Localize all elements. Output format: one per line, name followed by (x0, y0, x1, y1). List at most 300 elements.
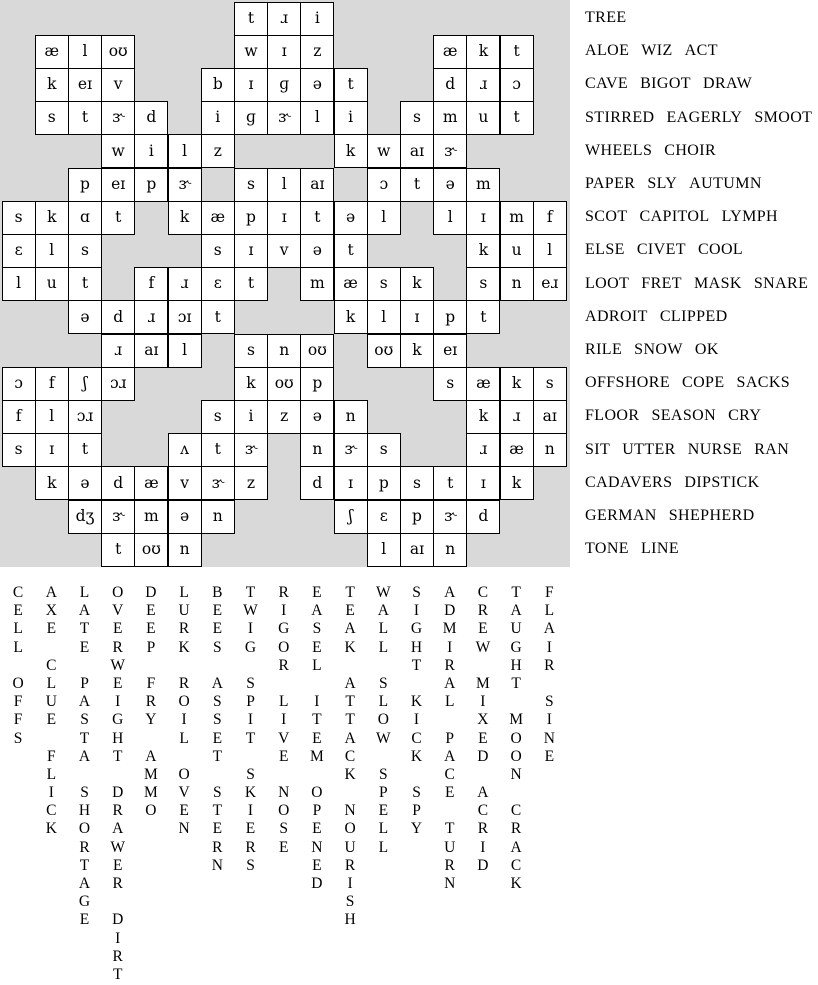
grid-cell: z (201, 134, 235, 168)
down-letter: V (178, 784, 190, 802)
down-words-column (499, 584, 533, 893)
across-word: GERMAN (585, 507, 657, 525)
down-words-column (167, 584, 201, 839)
down-letter: H (112, 729, 124, 747)
grid-cell: l (267, 168, 301, 202)
down-words-column (532, 584, 566, 766)
down-letter: P (445, 729, 454, 747)
down-letter: R (477, 602, 489, 620)
across-word: DIPSTICK (684, 473, 760, 491)
grid-cell: ɝ (201, 466, 235, 500)
grid-cell: ɪ (234, 234, 268, 268)
grid-cell: k (466, 400, 500, 434)
down-letter: G (78, 893, 91, 911)
grid-cell: eɹ (533, 267, 567, 301)
down-letter: C (510, 802, 522, 820)
down-letter: G (112, 711, 124, 729)
down-letter: K (510, 875, 522, 892)
down-letter: I (281, 602, 287, 620)
down-letter: L (278, 693, 289, 711)
grid-cell: ɹ (267, 2, 301, 36)
across-word: TREE (585, 9, 627, 27)
grid-cell: v (267, 234, 301, 268)
grid-cell: eɪ (101, 168, 135, 202)
grid-cell: m (134, 500, 168, 534)
grid-cell: k (400, 267, 434, 301)
grid-cell: n (201, 500, 235, 534)
down-letter: F (13, 711, 23, 729)
down-word-gap (134, 730, 168, 748)
down-letter: N (278, 784, 290, 802)
down-letter: O (178, 765, 190, 783)
grid-cell: d (101, 466, 135, 500)
down-letter: W (375, 729, 391, 747)
down-words-column (267, 584, 301, 857)
down-letter: L (378, 838, 389, 856)
grid-cell: k (500, 367, 534, 401)
down-letter: L (544, 602, 555, 620)
grid-cell: æ (201, 201, 235, 235)
down-letter: E (79, 911, 90, 929)
down-letter: I (546, 711, 552, 729)
down-letter: A (311, 602, 323, 620)
across-word: CHOIR (664, 141, 717, 159)
down-letter: E (146, 602, 156, 620)
down-letter: I (546, 638, 552, 656)
down-letter: H (344, 911, 356, 929)
down-letter: O (278, 638, 290, 656)
down-word-gap (1, 657, 35, 675)
grid-cell: d (433, 68, 467, 102)
down-letter: T (345, 693, 355, 711)
down-words-column (1, 584, 35, 748)
down-letter: I (480, 838, 486, 856)
grid-cell: oʊ (101, 35, 135, 69)
down-letter: K (410, 747, 423, 765)
down-letter: A (444, 584, 456, 601)
down-letter: K (45, 820, 57, 838)
down-word-gap (433, 711, 467, 729)
grid-cell: z (234, 466, 268, 500)
grid-cell: ɡ (234, 101, 268, 135)
down-letter: I (413, 711, 420, 729)
down-letter: D (145, 584, 157, 601)
down-word-gap (101, 893, 135, 911)
across-word: RAN (754, 440, 790, 458)
down-letter: O (178, 693, 190, 711)
grid-cell: s (2, 433, 36, 467)
down-word-gap (234, 748, 268, 766)
down-letter: E (278, 747, 289, 765)
grid-cell: oʊ (300, 334, 334, 368)
across-word: UTTER (622, 440, 676, 458)
down-letter: A (444, 674, 456, 692)
grid-cell: k (334, 134, 368, 168)
grid-cell: d (466, 500, 500, 534)
down-letter: D (444, 602, 456, 620)
down-letter: L (378, 820, 389, 838)
down-letter: R (112, 875, 123, 892)
down-letter: P (80, 674, 89, 692)
grid-cell: s (201, 400, 235, 434)
down-letter: A (112, 820, 124, 838)
down-letter: L (378, 620, 389, 638)
down-letter: I (347, 875, 353, 892)
down-word-gap (466, 766, 500, 784)
down-letter: R (344, 856, 356, 874)
grid-cell: æ (500, 433, 534, 467)
grid-cell: æ (134, 466, 168, 500)
down-letter: C (411, 729, 422, 747)
down-letter: R (112, 802, 123, 820)
across-word: CLIPPED (659, 307, 728, 325)
down-word-gap (234, 657, 268, 675)
grid-cell: eɪ (433, 334, 467, 368)
down-letter: E (112, 856, 123, 874)
down-letter: O (278, 802, 290, 820)
down-letter: E (544, 747, 555, 765)
down-letter: S (544, 693, 554, 711)
down-letter: E (478, 729, 488, 747)
down-letter: I (48, 784, 54, 802)
grid-cell: s (68, 234, 102, 268)
down-letter: N (344, 802, 356, 820)
grid-cell: aɪ (134, 334, 168, 368)
down-letter: D (311, 875, 323, 892)
down-words-column (366, 584, 400, 857)
down-letter: U (178, 602, 190, 620)
down-letter: I (314, 693, 320, 711)
down-letter: S (13, 729, 23, 747)
grid-cell: ə (300, 400, 334, 434)
down-letter: A (78, 747, 91, 765)
across-word: NURSE (687, 440, 743, 458)
grid-cell: i (201, 101, 235, 135)
grid-cell: t (234, 2, 268, 36)
grid-cell: i (334, 101, 368, 135)
grid-cell: æ (466, 367, 500, 401)
down-letter: N (510, 765, 522, 783)
down-letter: L (378, 693, 389, 711)
down-letter: T (345, 584, 355, 601)
across-word: BIGOT (640, 75, 691, 93)
down-letter: E (79, 638, 90, 656)
grid-cell: aɪ (533, 400, 567, 434)
down-letter: S (412, 584, 421, 601)
grid-cell: ɪ (234, 68, 268, 102)
down-letter: S (212, 638, 222, 656)
down-letter: N (543, 729, 555, 747)
grid-cell: s (400, 101, 434, 135)
down-letter: C (477, 802, 489, 820)
grid-cell: d (101, 300, 135, 334)
across-word: SACKS (736, 374, 791, 392)
down-word-gap (134, 657, 168, 675)
grid-cell: u (466, 101, 500, 135)
grid-cell: æ (433, 35, 467, 69)
down-letter: P (378, 784, 388, 802)
down-words-column (333, 584, 367, 930)
grid-cell: w (367, 134, 401, 168)
down-letter: D (477, 856, 489, 874)
down-letter: T (511, 584, 521, 601)
down-letter: E (13, 602, 23, 620)
down-letter: E (46, 620, 57, 638)
down-letter: E (312, 729, 322, 747)
down-letter: O (510, 729, 522, 747)
down-letter: X (477, 711, 489, 729)
down-word-gap (167, 657, 201, 675)
grid-cell: ɔɹ (68, 400, 102, 434)
down-words-column (400, 584, 434, 839)
down-letter: W (110, 656, 125, 674)
down-letter: K (344, 765, 356, 783)
grid-cell: u (500, 234, 534, 268)
grid-cell: n (500, 267, 534, 301)
down-letter: L (46, 765, 57, 783)
across-word: CIVET (636, 241, 686, 259)
down-letter: T (411, 656, 422, 674)
across-word: SNARE (753, 274, 809, 292)
down-letter: T (312, 711, 322, 729)
down-letter: E (212, 820, 223, 838)
down-letter: M (475, 674, 490, 692)
down-letter: A (543, 620, 555, 638)
down-letter: S (212, 711, 222, 729)
across-word: LOOT (585, 274, 630, 292)
down-letter: W (475, 638, 491, 656)
down-letter: S (246, 765, 255, 783)
down-letter: S (312, 620, 322, 638)
grid-cell: t (400, 168, 434, 202)
grid-cell: i (234, 400, 268, 434)
grid-cell: w (234, 35, 268, 69)
grid-cell: ɝ (267, 101, 301, 135)
down-letter: N (311, 838, 323, 856)
across-word: CAPITOL (639, 208, 710, 226)
down-letter: U (45, 693, 57, 711)
down-word-gap (267, 675, 301, 693)
down-letter: O (112, 584, 124, 601)
down-words-column (466, 584, 500, 875)
grid-cell: p (400, 500, 434, 534)
grid-cell: ɝ (433, 500, 467, 534)
grid-cell: ɝ (101, 500, 135, 534)
across-word: LYMPH (721, 208, 778, 226)
down-letter: T (245, 729, 256, 747)
down-letter: E (312, 856, 322, 874)
down-letter: R (477, 820, 489, 838)
down-letter: S (212, 693, 222, 711)
across-word: SEASON (651, 407, 717, 425)
grid-cell: ɔ (500, 68, 534, 102)
grid-cell: ɹ (101, 334, 135, 368)
down-letter: D (477, 747, 489, 765)
down-letter: A (78, 875, 91, 892)
down-letter: L (179, 584, 189, 601)
across-word: ELSE (585, 241, 625, 259)
grid-cell: ɝ (334, 433, 368, 467)
down-letter: O (78, 820, 91, 838)
down-letter: G (278, 620, 290, 638)
down-letter: I (247, 802, 254, 820)
grid-cell: ɔ (2, 367, 36, 401)
down-words-column (200, 584, 234, 875)
down-letter: K (244, 784, 257, 802)
down-letter: E (212, 620, 223, 638)
grid-cell: eɪ (68, 68, 102, 102)
grid-cell: t (300, 201, 334, 235)
grid-cell: m (300, 267, 334, 301)
down-letter: L (13, 638, 23, 656)
grid-cell: k (35, 466, 69, 500)
down-letter: K (344, 638, 356, 656)
grid-cell: ɹ (466, 68, 500, 102)
down-words-column (68, 584, 102, 930)
grid-cell: t (101, 201, 135, 235)
grid-cell: k (35, 68, 69, 102)
grid-cell: ə (334, 201, 368, 235)
grid-cell: ɹ (134, 300, 168, 334)
down-letter: C (46, 656, 57, 674)
grid-cell: ɔɪ (168, 300, 202, 334)
down-letter: R (212, 838, 223, 856)
grid-cell: s (234, 168, 268, 202)
down-letter: C (344, 747, 356, 765)
down-letter: K (410, 693, 423, 711)
down-letter: N (211, 856, 223, 874)
down-words-column (34, 584, 68, 839)
down-word-gap (466, 657, 500, 675)
grid-cell: w (101, 134, 135, 168)
across-word: ADROIT (585, 307, 648, 325)
grid-cell: ɪ (466, 466, 500, 500)
grid-cell: l (168, 334, 202, 368)
down-letter: I (247, 711, 254, 729)
grid-cell: ə (68, 300, 102, 334)
grid-cell: n (533, 433, 567, 467)
grid-cell: ɪ (267, 201, 301, 235)
down-letter: A (344, 674, 356, 692)
down-letter: C (12, 584, 24, 601)
down-letter: I (281, 711, 287, 729)
down-letter: R (79, 838, 90, 856)
grid-cell: s (400, 466, 434, 500)
grid-cell: aɪ (400, 134, 434, 168)
grid-cell: aɪ (300, 168, 334, 202)
down-letter: R (544, 656, 555, 674)
grid-cell: ɝ (101, 101, 135, 135)
down-letter: N (178, 820, 190, 838)
grid-cell: s (533, 367, 567, 401)
grid-cell: m (433, 101, 467, 135)
grid-cell: f (533, 201, 567, 235)
down-letter: I (247, 620, 254, 638)
grid-cell: k (234, 367, 268, 401)
grid-cell: t (68, 101, 102, 135)
down-letter: M (143, 765, 158, 783)
down-letter: M (442, 620, 457, 638)
grid-cell: p (433, 300, 467, 334)
grid-cell: ɛ (2, 234, 36, 268)
down-letter: E (312, 820, 322, 838)
grid-cell: n (334, 400, 368, 434)
grid-cell: k (334, 300, 368, 334)
grid-cell: m (500, 201, 534, 235)
grid-cell: ɔ (367, 168, 401, 202)
down-word-gap (499, 693, 533, 711)
down-letter: E (278, 838, 289, 856)
down-words-column (101, 584, 135, 984)
across-word: SHEPHERD (668, 507, 755, 525)
down-letter: E (112, 674, 123, 692)
down-letter: T (444, 820, 455, 838)
down-letter: E (212, 602, 223, 620)
down-letter: X (45, 602, 57, 620)
grid-cell: oʊ (367, 334, 401, 368)
grid-cell: s (433, 367, 467, 401)
down-letter: T (79, 729, 90, 747)
down-word-gap (167, 748, 201, 766)
grid-cell: ɝ (433, 134, 467, 168)
down-letter: L (444, 693, 455, 711)
down-word-gap (200, 766, 234, 784)
across-word: SCOT (585, 208, 628, 226)
down-letter: M (509, 711, 523, 729)
down-letter: G (244, 638, 257, 656)
down-letter: F (146, 674, 156, 692)
grid-cell: f (2, 400, 36, 434)
grid-cell: ʌ (168, 433, 202, 467)
grid-cell: n (267, 334, 301, 368)
across-word: SIT (585, 440, 611, 458)
down-letter: T (79, 620, 90, 638)
grid-cell: l (168, 134, 202, 168)
down-letter: U (510, 620, 522, 638)
across-word: EAGERLY (666, 108, 743, 126)
down-letter: E (146, 620, 156, 638)
down-word-gap (101, 766, 135, 784)
down-letter: W (243, 602, 258, 620)
down-letter: A (477, 784, 489, 802)
grid-cell: t (500, 35, 534, 69)
grid-cell: ɪ (400, 300, 434, 334)
grid-cell: ɪ (35, 433, 69, 467)
down-letter: C (444, 765, 455, 783)
down-letter: P (146, 638, 156, 656)
grid-cell: u (35, 267, 69, 301)
down-letter: R (178, 674, 190, 692)
grid-cell: f (134, 267, 168, 301)
down-letter: T (112, 965, 123, 983)
down-letter: R (245, 838, 256, 856)
down-letter: R (444, 656, 455, 674)
down-letter: C (477, 584, 489, 601)
down-letter: G (510, 638, 522, 656)
down-letter: T (245, 584, 256, 601)
grid-cell: ə (168, 500, 202, 534)
grid-cell: s (466, 267, 500, 301)
across-word: WIZ (641, 42, 673, 60)
down-letter: S (246, 674, 255, 692)
across-word: CRY (728, 407, 762, 425)
grid-cell: p (134, 168, 168, 202)
grid-cell: k (466, 234, 500, 268)
grid-cell: ɛ (201, 267, 235, 301)
down-letter: B (212, 584, 223, 601)
grid-cell: d (300, 466, 334, 500)
down-word-gap (68, 657, 102, 675)
